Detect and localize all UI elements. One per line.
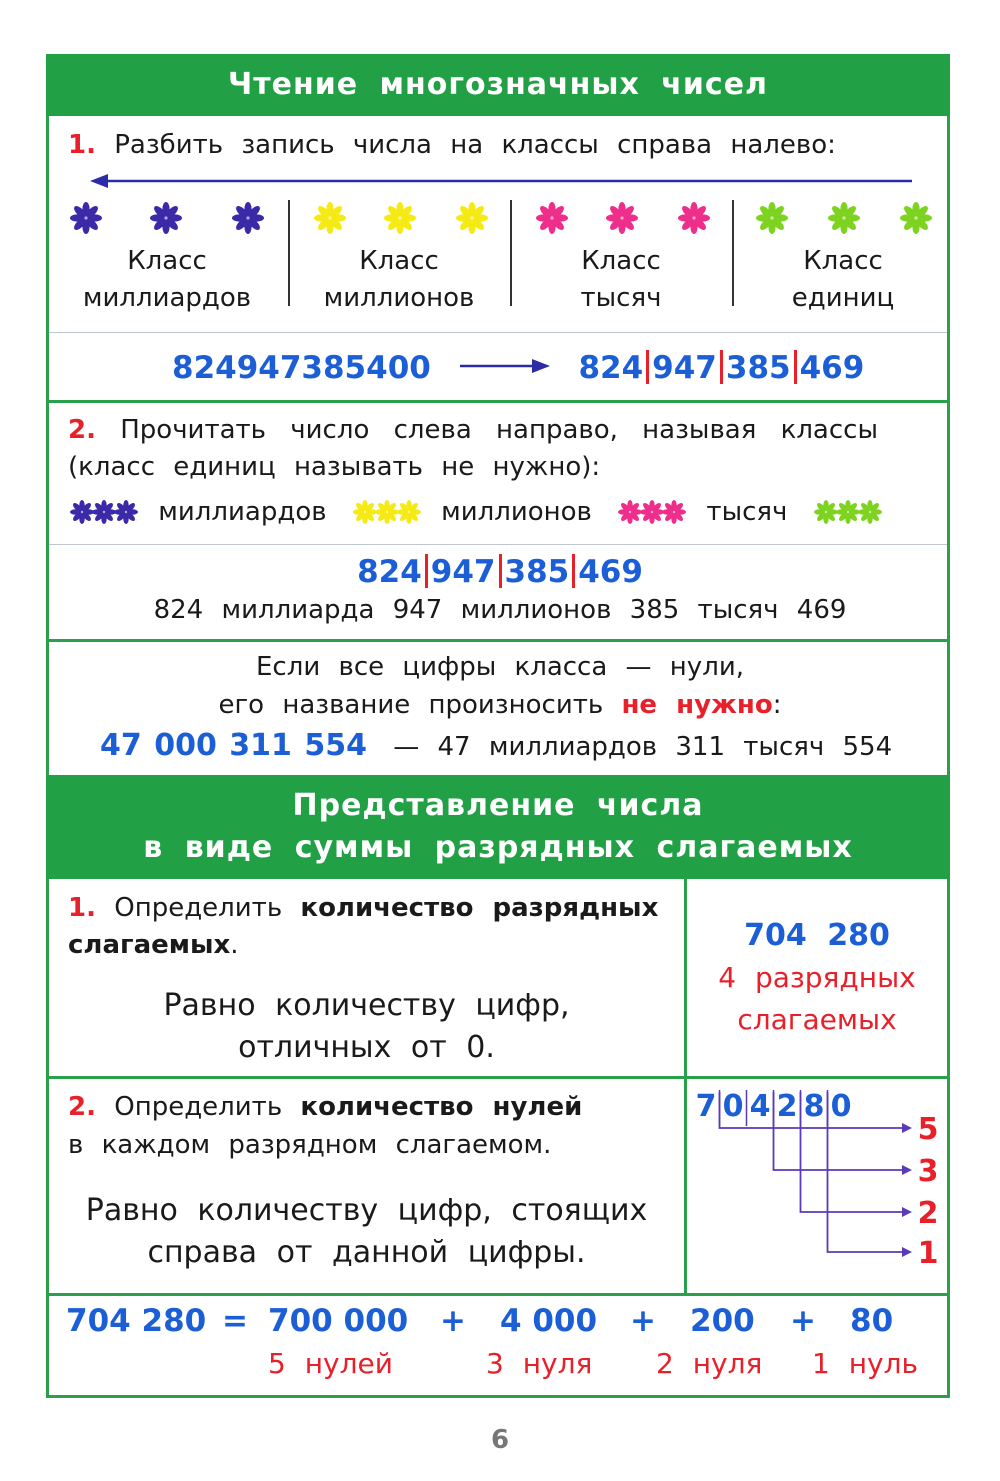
sum-step1-line1	[68, 893, 658, 923]
step2-number: 2.	[68, 415, 96, 445]
flower-icon	[900, 202, 932, 234]
step2-text-2: (класс единиц называть не нужно):	[68, 452, 601, 482]
side-count: 4 разрядных	[718, 961, 916, 994]
flower-icon	[836, 500, 860, 524]
flower-icon	[678, 202, 710, 234]
flower-icon	[606, 202, 638, 234]
class-label-line2: тысяч	[580, 283, 662, 313]
flower-icon	[70, 500, 94, 524]
rule-number: 47 000 311 554	[100, 728, 367, 763]
sum-step1-bold: количество разрядных	[300, 893, 659, 923]
step1-text: Разбить запись числа на классы справа налево:	[114, 130, 836, 160]
class-part: 824	[357, 554, 422, 590]
class-separator	[732, 200, 734, 306]
rule-number-reading: — 47 миллиардов 311 тысяч 554	[393, 732, 893, 762]
diagram-digit: 8	[803, 1089, 825, 1124]
divider	[46, 1293, 950, 1296]
sum-rule-line1: Равно количеству цифр,	[163, 988, 570, 1023]
flower-icon	[92, 500, 116, 524]
right-to-left-arrow-icon	[90, 172, 915, 190]
diagram-digit: 7	[695, 1089, 717, 1124]
flower-icon	[232, 202, 264, 234]
billions-flowers-icon	[70, 497, 136, 527]
split-example	[172, 350, 864, 386]
sum-term: 700 000	[268, 1303, 409, 1339]
flower-icon	[70, 202, 102, 234]
sum-step2-line1	[68, 1092, 582, 1122]
flower-icon	[397, 500, 421, 524]
step2-text: Прочитать число слева направо, называя классы	[120, 415, 878, 445]
class-part: 469	[799, 350, 865, 386]
class-part: 385	[504, 554, 570, 590]
sum-term: 80	[850, 1303, 894, 1339]
diagram-digit: 4	[749, 1089, 771, 1124]
class-label-line1: Класс	[803, 246, 883, 276]
sum-step2-line2	[68, 1130, 551, 1160]
class-part: 947	[652, 350, 717, 386]
class-divider	[646, 350, 649, 384]
flower-icon	[353, 500, 377, 524]
legend-word: миллионов	[441, 497, 592, 527]
zero-note: 1 нуль	[812, 1347, 918, 1380]
plus-sign: +	[630, 1303, 656, 1339]
sum-step2-rule	[49, 1190, 684, 1274]
section2-title	[46, 775, 950, 879]
class-label-millions	[294, 243, 504, 317]
legend-word: миллиардов	[158, 497, 327, 527]
reading-text	[0, 595, 1000, 625]
flower-icon	[114, 500, 138, 524]
right-arrow-icon	[460, 356, 550, 376]
page-number: 6	[490, 1425, 510, 1455]
class-divider	[499, 554, 502, 588]
flower-icon	[828, 202, 860, 234]
diagram-digit: 0	[722, 1089, 744, 1124]
side-number: 704 280	[744, 918, 890, 953]
sum-step1-text: Определить	[114, 893, 283, 923]
sum-step2-text-2: в каждом разрядном слагаемом.	[68, 1130, 552, 1160]
zeros-rule-line2: справа от данной цифры.	[147, 1235, 586, 1270]
class-label-units	[738, 243, 948, 317]
divider	[46, 639, 950, 642]
diagram-digit: 2	[776, 1089, 798, 1124]
rule-text: Если все цифры класса — нули,	[256, 652, 744, 682]
class-divider	[425, 554, 428, 588]
arrow-head-icon	[902, 1207, 912, 1217]
flower-icon	[150, 202, 182, 234]
step2-instruction-line2	[68, 452, 600, 482]
flower-icon	[756, 202, 788, 234]
class-divider	[572, 554, 575, 588]
divider	[49, 544, 947, 545]
zero-count: 3	[917, 1154, 939, 1189]
class-divider	[720, 350, 723, 384]
class-part: 469	[578, 554, 643, 590]
section1-title	[46, 54, 950, 116]
zeros-rule-line1: Равно количеству цифр, стоящих	[85, 1193, 648, 1228]
millions-flowers-icon	[353, 497, 419, 527]
class-label-line2: единиц	[791, 283, 895, 313]
section2-title-line1: Представление числа	[292, 788, 704, 823]
divider	[46, 400, 950, 403]
class-part: 824	[578, 350, 644, 386]
reading-number	[0, 554, 1000, 590]
step2-instruction-line1	[68, 415, 878, 445]
sum-step2-text: Определить	[114, 1092, 283, 1122]
arrow-head-icon	[902, 1165, 912, 1175]
zero-count: 1	[917, 1236, 939, 1271]
sum-step1-line2	[68, 930, 239, 960]
divider	[46, 1076, 950, 1079]
diagram-digit: 0	[830, 1089, 852, 1124]
legend-word: тысяч	[706, 497, 788, 527]
flower-icon	[536, 202, 568, 234]
units-flowers-icon	[814, 497, 880, 527]
zero-note: 2 нуля	[656, 1347, 763, 1380]
flower-icon	[814, 500, 838, 524]
section1-title-text: Чтение многозначных чисел	[227, 67, 769, 102]
sum-term: 4 000	[500, 1303, 598, 1339]
rule-text: его название произносить	[218, 690, 604, 720]
class-label-line1: Класс	[127, 246, 207, 276]
equals-sign: =	[222, 1303, 248, 1339]
class-reading-legend	[70, 497, 880, 527]
sum-term: 200	[690, 1303, 755, 1339]
class-label-thousands	[516, 243, 726, 317]
zero-class-rule-line1	[0, 652, 1000, 682]
sum-step1-bold2: слагаемых	[68, 930, 231, 960]
zero-class-rule-line2	[0, 690, 1000, 720]
flower-icon	[384, 202, 416, 234]
class-label-line2: миллионов	[323, 283, 475, 313]
class-label-line1: Класс	[359, 246, 439, 276]
sum-step2-bold: количество нулей	[300, 1092, 583, 1122]
thousands-flowers-icon	[618, 497, 684, 527]
plus-sign: +	[790, 1303, 816, 1339]
sum-step1-rule	[49, 985, 684, 1069]
class-separator	[510, 200, 512, 306]
class-label-line1: Класс	[581, 246, 661, 276]
flower-icon	[640, 500, 664, 524]
zero-count: 2	[917, 1196, 939, 1231]
side-word: слагаемых	[737, 1003, 897, 1036]
sum-step1-number: 1.	[68, 893, 96, 923]
section2-title-line2: в виде суммы разрядных слагаемых	[143, 830, 853, 865]
arrow-head-icon	[902, 1247, 912, 1257]
arrow-head-icon	[902, 1123, 912, 1133]
class-separator	[288, 200, 290, 306]
rule-emphasis: не нужно	[621, 690, 773, 720]
step1-instruction	[68, 130, 836, 160]
zero-note: 3 нуля	[486, 1347, 593, 1380]
class-part: 385	[725, 350, 791, 386]
divider	[49, 332, 947, 333]
sum-notes	[0, 1347, 1000, 1383]
zero-count: 5	[917, 1112, 939, 1147]
example-number: 824947385400	[172, 350, 431, 386]
flower-icon	[375, 500, 399, 524]
side-example	[687, 915, 947, 1041]
zero-class-example	[100, 728, 892, 763]
reading-text-value: 824 миллиарда 947 миллионов 385 тысяч 469	[153, 595, 847, 625]
class-divider	[794, 350, 797, 384]
sum-step1-period: .	[230, 930, 239, 960]
flower-icon	[662, 500, 686, 524]
zero-note: 5 нулей	[268, 1347, 393, 1380]
zeros-diagram	[690, 1082, 945, 1287]
flower-icon	[618, 500, 642, 524]
sum-equation	[0, 1303, 1000, 1343]
sum-left: 704 280	[66, 1303, 207, 1339]
class-part: 947	[430, 554, 496, 590]
rule-colon: :	[772, 690, 782, 720]
flower-icon	[314, 202, 346, 234]
sum-rule-line2: отличных от 0.	[238, 1030, 495, 1065]
flower-icon	[858, 500, 882, 524]
plus-sign: +	[440, 1303, 466, 1339]
class-label-billions	[62, 243, 272, 317]
flower-icon	[456, 202, 488, 234]
step1-number: 1.	[68, 130, 96, 160]
class-label-line2: миллиардов	[82, 283, 252, 313]
sum-step2-number: 2.	[68, 1092, 96, 1122]
